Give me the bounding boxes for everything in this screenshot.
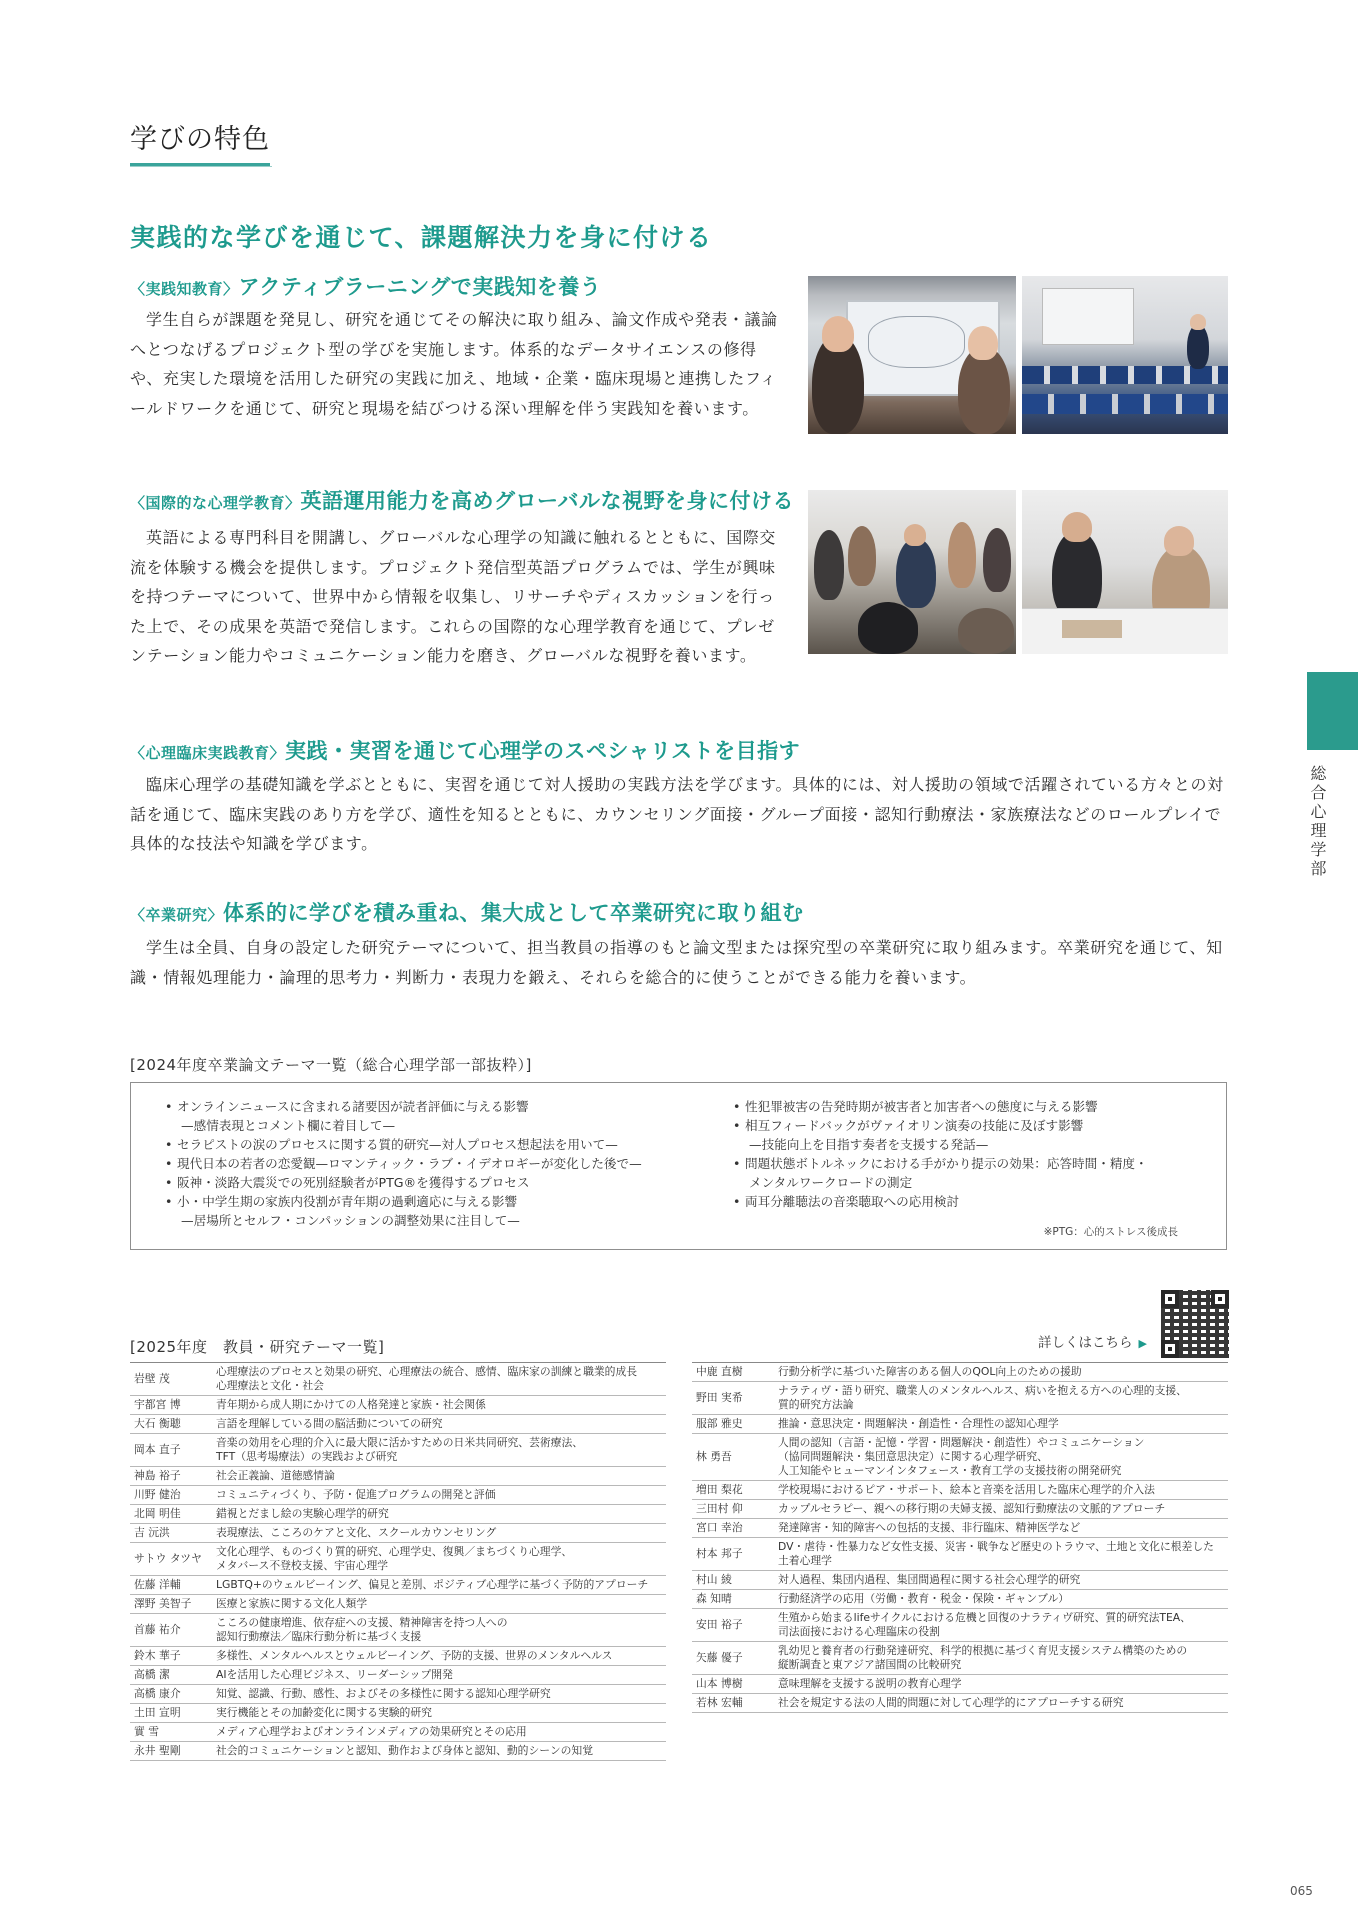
themes-right-list [733,1097,1203,1211]
research-theme: 実行機能とその加齢変化に関する実験的研究 [210,1704,666,1723]
title-underline [130,166,272,167]
research-theme: 心理療法のプロセスと効果の研究、心理療法の統合、感情、臨床家の訓練と職業的成長 心理療法と文化・社会 [210,1363,666,1396]
table-row [692,1415,1228,1434]
table-row [692,1609,1228,1642]
research-theme: 行動経済学の応用（労働・教育・税金・保険・ギャンブル） [772,1590,1228,1609]
research-theme: 社会的コミュニケーションと認知、動作および身体と認知、動的シーンの知覚 [210,1742,666,1761]
block-heading-practical [130,274,601,301]
block-title: 実践・実習を通じて心理学のスペシャリストを目指す [285,739,801,763]
block-tag: 〈国際的な心理学教育〉 [130,494,301,512]
block-tag: 〈卒業研究〉 [130,906,224,924]
table-row [692,1363,1228,1382]
table-row [130,1467,666,1486]
block-title: 体系的に学びを積み重ね、集大成として卒業研究に取り組む [223,901,804,925]
block-text-international: 英語による専門科目を開講し、グローバルな心理学の知識に触れるとともに、国際交流を体験する機会を提供します。プロジェクト発信型英語プログラムでは、学生が興味を持つテーマについて、世界中から情報を収集し、リサーチやディスカッションを行った上で、その成果を英語で発信します。これらの国際的な心理学教育を通じて、プレゼンテーション能力やコミュニケーション能力を磨き、グローバルな視野を養います。 [130,528,777,665]
research-theme: 文化心理学、ものづくり質的研究、心理学史、復興／まちづくり心理学、 メタバース不登校支援、宇宙心理学 [210,1543,666,1576]
themes-box [130,1082,1227,1250]
list-item: • 相互フィードバックがヴァイオリン演奏の技能に及ぼす影響 —技能向上を目指す奏者を支援する発話— [733,1116,1203,1154]
faculty-name: 岩壁 茂 [130,1363,210,1396]
faculty-name: 服部 雅史 [692,1415,772,1434]
list-item: • 問題状態ボトルネックにおける手がかり提示の効果：応答時間・精度・ メンタルワークロードの測定 [733,1154,1203,1192]
table-row [692,1694,1228,1713]
list-item: • オンラインニュースに含まれる諸要因が読者評価に与える影響 —感情表現とコメント欄に着目して— [165,1097,685,1135]
research-theme: 乳幼児と養育者の行動発達研究、科学的根拠に基づく育児支援システム構築のための 縦断調査と東アジア諸国間の比較研究 [772,1642,1228,1675]
table-row [130,1595,666,1614]
block-text-practical: 学生自らが課題を発見し、研究を通じてその解決に取り組み、論文作成や発表・議論へとつなげるプロジェクト型の学びを実施します。体系的なデータサイエンスの修得や、充実した環境を活用した研究の実践に加え、地域・企業・臨床現場と連携したフィールドワークを通じて、研究と現場を結びつける深い理解を伴う実践知を養います。 [130,310,778,418]
faculty-name: 増田 梨花 [692,1481,772,1500]
faculty-name: 首藤 祐介 [130,1614,210,1647]
table-row [130,1505,666,1524]
ptg-note: ※PTG：心的ストレス後成長 [1043,1226,1178,1238]
table-row [130,1704,666,1723]
faculty-table-right [692,1362,1228,1713]
table-row [130,1666,666,1685]
faculty-title: [2025年度 教員・研究テーマ一覧] [130,1338,385,1356]
research-theme: 知覚、認識、行動、感性、およびその多様性に関する認知心理学研究 [210,1685,666,1704]
block-heading-graduation [130,900,804,927]
table-row [130,1543,666,1576]
research-theme: 表現療法、こころのケアと文化、スクールカウンセリング [210,1524,666,1543]
research-theme: こころの健康増進、依存症への支援、精神障害を持つ人への 認知行動療法／臨床行動分析に基づく支援 [210,1614,666,1647]
faculty-name: 高橋 潔 [130,1666,210,1685]
block-title: 英語運用能力を高めグローバルな視野を身に付ける [300,489,794,513]
research-theme: 発達障害・知的障害への包括的支援、非行臨床、精神医学など [772,1519,1228,1538]
faculty-name: 若林 宏輔 [692,1694,772,1713]
table-row [130,1434,666,1467]
faculty-name: 大石 衡聴 [130,1415,210,1434]
table-row [130,1685,666,1704]
side-color-tab [1307,672,1358,750]
table-row [692,1434,1228,1481]
faculty-name: 安田 裕子 [692,1609,772,1642]
table-row [130,1524,666,1543]
block-heading-international [130,488,794,515]
table-row [692,1382,1228,1415]
research-theme: ナラティヴ・語り研究、職業人のメンタルヘルス、病いを抱える方への心理的支援、 質的研究方法論 [772,1382,1228,1415]
table-row [692,1519,1228,1538]
table-row [692,1590,1228,1609]
faculty-name: 吉 沅洪 [130,1524,210,1543]
research-theme: 意味理解を支援する説明の教育心理学 [772,1675,1228,1694]
list-item: • 性犯罪被害の告発時期が被害者と加害者への態度に与える影響 [733,1097,1203,1116]
faculty-name: 村山 綾 [692,1571,772,1590]
research-theme: 推論・意思決定・問題解決・創造性・合理性の認知心理学 [772,1415,1228,1434]
table-row [130,1647,666,1666]
research-theme: 学校現場におけるピア・サポート、絵本と音楽を活用した臨床心理学的介入法 [772,1481,1228,1500]
table-row [692,1642,1228,1675]
table-row [130,1396,666,1415]
research-theme: 社会正義論、道徳感情論 [210,1467,666,1486]
research-theme: 対人過程、集団内過程、集団間過程に関する社会心理学的研究 [772,1571,1228,1590]
research-theme: AIを活用した心理ビジネス、リーダーシップ開発 [210,1666,666,1685]
lead-heading: 実践的な学びを通じて、課題解決力を身に付ける [130,223,713,252]
themes-title: [2024年度卒業論文テーマ一覧（総合心理学部一部抜粋）] [130,1056,532,1074]
research-theme: 人間の認知（言語・記憶・学習・問題解決・創造性）やコミュニケーション （協同問題解決・集団意思決定）に関する心理学研究、 人工知能やヒューマンインタフェース・教育工学の支援技術の開発研究 [772,1434,1228,1481]
side-faculty-label: 総合心理学部 [1308,765,1327,879]
table-row [130,1614,666,1647]
page-number: 065 [1290,1884,1313,1898]
research-theme: 社会を規定する法の人間的問題に対して心理学的にアプローチする研究 [772,1694,1228,1713]
faculty-name: 野田 実希 [692,1382,772,1415]
faculty-name: 鈴木 華子 [130,1647,210,1666]
faculty-name: 神島 裕子 [130,1467,210,1486]
qr-code[interactable] [1161,1290,1229,1358]
faculty-name: 岡本 直子 [130,1434,210,1467]
faculty-name: 三田村 仰 [692,1500,772,1519]
photo-whiteboard-discussion [808,276,1016,434]
research-theme: 医療と家族に関する文化人類学 [210,1595,666,1614]
research-theme: LGBTQ+のウェルビーイング、偏見と差別、ポジティブ心理学に基づく予防的アプローチ [210,1576,666,1595]
research-theme: 多様性、メンタルヘルスとウェルビーイング、予防的支援、世界のメンタルヘルス [210,1647,666,1666]
table-row [130,1576,666,1595]
research-theme: 行動分析学に基づいた障害のある個人のQOL向上のための援助 [772,1363,1228,1382]
table-row [692,1538,1228,1571]
faculty-name: サトウ タツヤ [130,1543,210,1576]
table-row [692,1481,1228,1500]
block-tag: 〈実践知教育〉 [130,280,239,298]
faculty-name: 永井 聖剛 [130,1742,210,1761]
table-row [130,1742,666,1761]
table-row [130,1415,666,1434]
faculty-name: 中鹿 直樹 [692,1363,772,1382]
block-text-graduation: 学生は全員、自身の設定した研究テーマについて、担当教員の指導のもと論文型または探究型の卒業研究に取り組みます。卒業研究を通じて、知識・情報処理能力・論理的思考力・判断力・表現力を鍛え、それらを総合的に使うことができる能力を養います。 [130,938,1223,987]
faculty-name: 川野 健治 [130,1486,210,1505]
faculty-name: 實 雪 [130,1723,210,1742]
more-info-link[interactable] [1038,1331,1147,1351]
faculty-name: 森 知晴 [692,1590,772,1609]
list-item: • 小・中学生期の家族内役割が青年期の過剰適応に与える影響 —居場所とセルフ・コンパッションの調整効果に注目して— [165,1192,685,1230]
research-theme: 言語を理解している間の脳活動についての研究 [210,1415,666,1434]
photo-computer-lab [1022,276,1228,434]
more-info-label: 詳しくはこちら [1038,1335,1133,1351]
themes-left-list [165,1097,685,1230]
research-theme: メディア心理学およびオンラインメディアの効果研究とその応用 [210,1723,666,1742]
block-heading-clinical [130,738,800,765]
section-title: 学びの特色 [130,124,270,166]
faculty-name: 澤野 美智子 [130,1595,210,1614]
list-item: • 阪神・淡路大震災での死別経験者がPTG®を獲得するプロセス [165,1173,685,1192]
play-arrow-icon: ▶ [1138,1337,1147,1350]
research-theme: 錯視とだまし絵の実験心理学的研究 [210,1505,666,1524]
photo-group-circle [808,490,1016,654]
faculty-name: 林 勇吾 [692,1434,772,1481]
faculty-name: 土田 宣明 [130,1704,210,1723]
photo-table-discussion [1022,490,1228,654]
list-item: • 現代日本の若者の恋愛観—ロマンティック・ラブ・イデオロギーが変化した後で— [165,1154,685,1173]
table-row [692,1675,1228,1694]
block-tag: 〈心理臨床実践教育〉 [130,744,286,762]
table-row [130,1363,666,1396]
table-row [692,1500,1228,1519]
faculty-table-left [130,1362,666,1761]
faculty-name: 佐藤 洋輔 [130,1576,210,1595]
list-item: • セラピストの涙のプロセスに関する質的研究—対人プロセス想起法を用いて— [165,1135,685,1154]
faculty-name: 北岡 明佳 [130,1505,210,1524]
faculty-name: 山本 博樹 [692,1675,772,1694]
research-theme: カップルセラピー、親への移行期の夫婦支援、認知行動療法の文脈的アプローチ [772,1500,1228,1519]
table-row [692,1571,1228,1590]
block-text-clinical: 臨床心理学の基礎知識を学ぶとともに、実習を通じて対人援助の実践方法を学びます。具体的には、対人援助の領域で活躍されている方々との対話を通じて、臨床実践のあり方を学び、適性を知るとともに、カウンセリング面接・グループ面接・認知行動療法・家族療法などのロールプレイで具体的な技法や知識を学びます。 [130,775,1224,853]
research-theme: 生殖から始まるlifeサイクルにおける危機と回復のナラティヴ研究、質的研究法TEA、 司法面接における心理臨床の役割 [772,1609,1228,1642]
faculty-name: 矢藤 優子 [692,1642,772,1675]
faculty-name: 宮口 幸治 [692,1519,772,1538]
list-item: • 両耳分離聴法の音楽聴取への応用検討 [733,1192,1203,1211]
research-theme: 青年期から成人期にかけての人格発達と家族・社会関係 [210,1396,666,1415]
faculty-name: 宇都宮 博 [130,1396,210,1415]
block-title: アクティブラーニングで実践知を養う [238,275,602,299]
research-theme: 音楽の効用を心理的介入に最大限に活かすための日米共同研究、芸術療法、 TFT（思考場療法）の実践および研究 [210,1434,666,1467]
table-row [130,1723,666,1742]
table-row [130,1486,666,1505]
faculty-name: 村本 邦子 [692,1538,772,1571]
research-theme: コミュニティづくり、予防・促進プログラムの開発と評価 [210,1486,666,1505]
research-theme: DV・虐待・性暴力など女性支援、災害・戦争など歴史のトラウマ、土地と文化に根差した 土着心理学 [772,1538,1228,1571]
faculty-name: 高橋 康介 [130,1685,210,1704]
